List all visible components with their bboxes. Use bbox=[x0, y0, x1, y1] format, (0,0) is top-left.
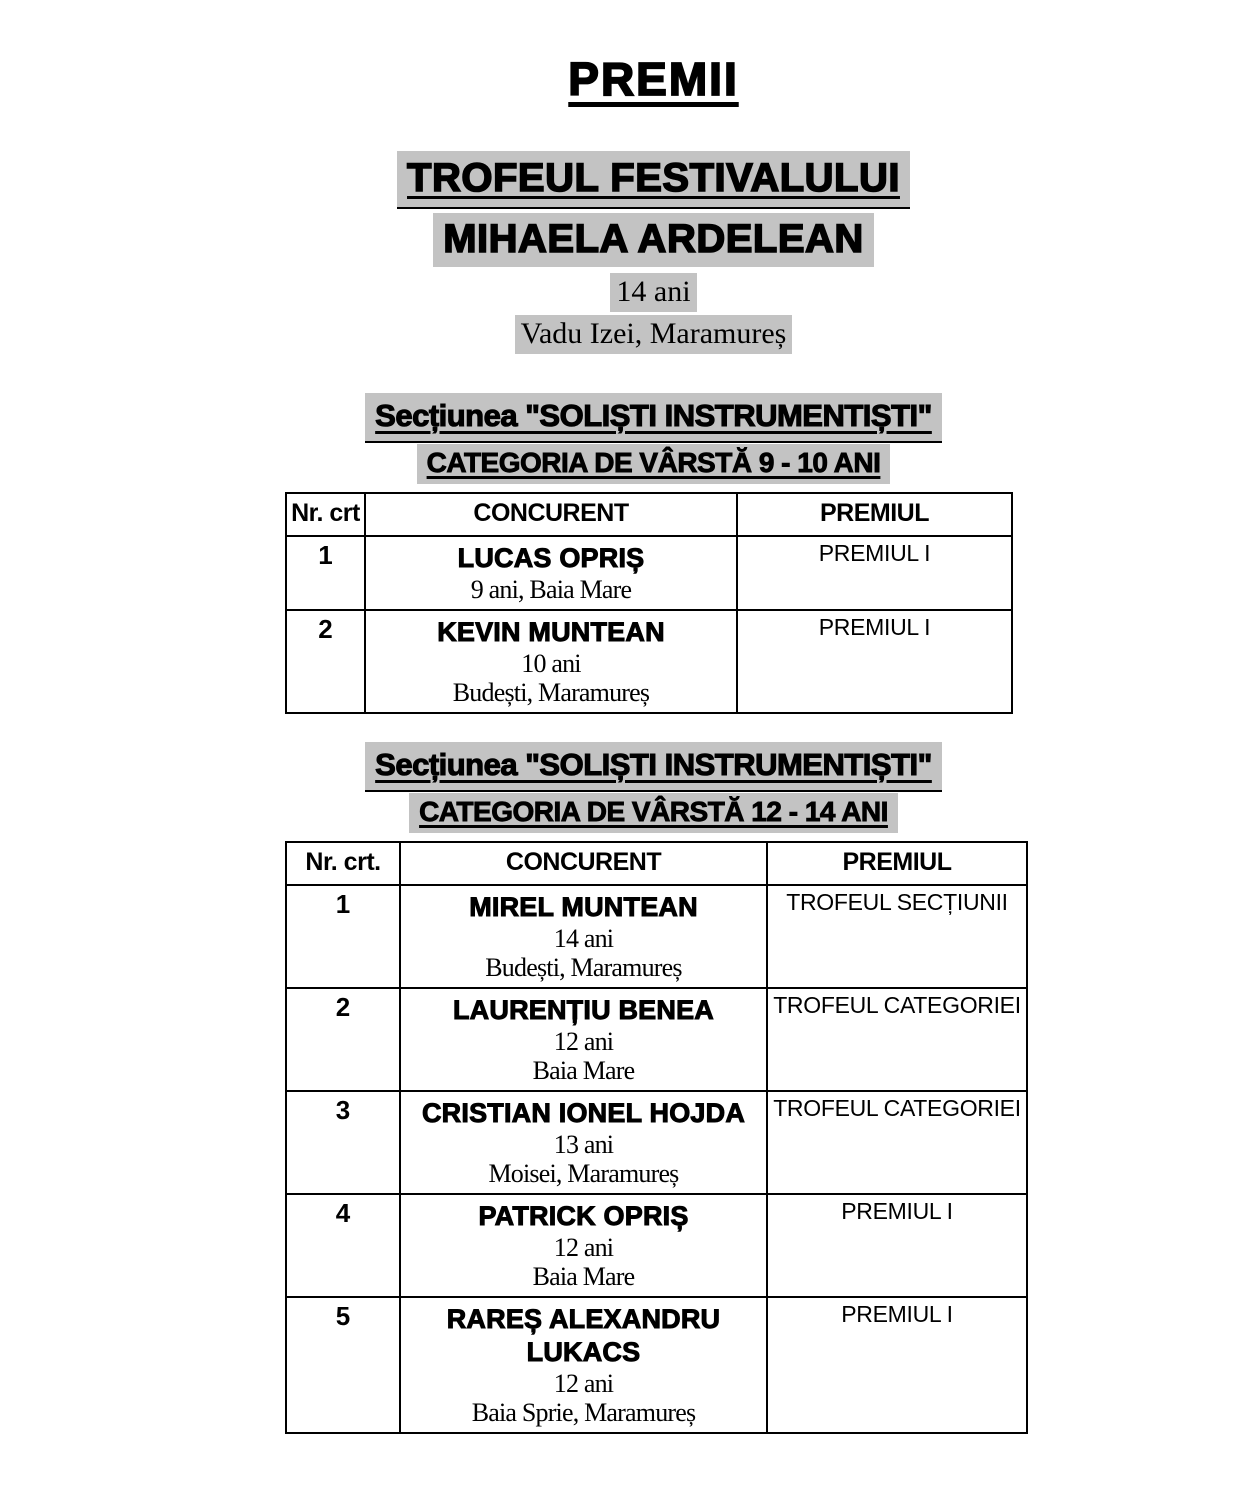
festival-trophy-age: 14 ani bbox=[610, 273, 696, 312]
column-header-nr: Nr. crt. bbox=[286, 842, 400, 885]
row-number: 1 bbox=[286, 885, 400, 988]
contestant-name: KEVIN MUNTEAN bbox=[437, 616, 665, 647]
festival-trophy-age-line bbox=[285, 273, 1022, 315]
festival-trophy-location: Vadu Izei, Maramureș bbox=[515, 315, 793, 354]
contestant-detail: Baia Mare bbox=[532, 1055, 635, 1085]
awards-table-head bbox=[286, 842, 1027, 885]
header-row bbox=[286, 842, 1027, 885]
page-title bbox=[285, 0, 1022, 105]
contestant-name: PATRICK OPRIȘ bbox=[478, 1200, 689, 1231]
section-heading: Secțiunea "SOLIȘTI INSTRUMENTIȘTI" bbox=[365, 742, 942, 792]
section-category: CATEGORIA DE VÂRSTĂ 12 - 14 ANI bbox=[409, 793, 898, 833]
column-header-premiul: PREMIUL bbox=[737, 493, 1012, 536]
prize-cell: TROFEUL CATEGORIEI bbox=[767, 1091, 1027, 1194]
festival-trophy-winner: MIHAELA ARDELEAN bbox=[433, 213, 874, 267]
section-category-line bbox=[285, 793, 1022, 835]
contestant-cell bbox=[400, 885, 767, 988]
table-row bbox=[286, 885, 1027, 988]
section-heading-line bbox=[285, 393, 1022, 444]
contestant-detail: Budești, Maramureș bbox=[485, 952, 682, 982]
contestant-name: CRISTIAN IONEL HOJDA bbox=[421, 1097, 746, 1128]
table-row bbox=[286, 988, 1027, 1091]
row-number: 2 bbox=[286, 610, 365, 713]
awards-table-body bbox=[286, 536, 1012, 713]
prize-cell: PREMIUL I bbox=[737, 536, 1012, 610]
header-row bbox=[286, 493, 1012, 536]
contestant-detail: 10 ani bbox=[521, 648, 581, 678]
awards-table-head bbox=[286, 493, 1012, 536]
festival-trophy-heading-line bbox=[285, 151, 1022, 213]
contestant-name: MIREL MUNTEAN bbox=[469, 891, 698, 922]
contestant-detail: Baia Sprie, Maramureș bbox=[471, 1397, 696, 1427]
contestant-detail: 14 ani bbox=[553, 923, 614, 953]
festival-trophy-location-line bbox=[285, 315, 1022, 357]
awards-table-body bbox=[286, 885, 1027, 1433]
table-row bbox=[286, 1297, 1027, 1433]
award-section bbox=[285, 393, 1022, 714]
contestant-detail: 13 ani bbox=[553, 1129, 614, 1159]
section-category: CATEGORIA DE VÂRSTĂ 9 - 10 ANI bbox=[417, 444, 891, 484]
prize-cell: PREMIUL I bbox=[767, 1297, 1027, 1433]
prize-cell: TROFEUL SECȚIUNII bbox=[767, 885, 1027, 988]
contestant-cell bbox=[365, 610, 737, 713]
contestant-detail: Budești, Maramureș bbox=[452, 677, 650, 707]
row-number: 5 bbox=[286, 1297, 400, 1433]
table-row bbox=[286, 1194, 1027, 1297]
festival-trophy-heading: TROFEUL FESTIVALULUI bbox=[397, 151, 910, 209]
contestant-detail: 12 ani bbox=[553, 1232, 614, 1262]
page-title-text: PREMII bbox=[568, 53, 739, 105]
contestant-name: LUCAS OPRIȘ bbox=[457, 542, 645, 573]
row-number: 4 bbox=[286, 1194, 400, 1297]
document-page bbox=[285, 0, 1022, 1434]
column-header-concurent: CONCURENT bbox=[400, 842, 767, 885]
contestant-detail: 12 ani bbox=[553, 1368, 614, 1398]
table-row bbox=[286, 610, 1012, 713]
sections-container bbox=[285, 393, 1022, 1434]
column-header-premiul: PREMIUL bbox=[767, 842, 1027, 885]
awards-table bbox=[285, 492, 1013, 714]
contestant-name: RAREȘ ALEXANDRU LUKACS bbox=[446, 1303, 721, 1367]
contestant-cell bbox=[400, 1297, 767, 1433]
festival-trophy-block bbox=[285, 151, 1022, 357]
row-number: 2 bbox=[286, 988, 400, 1091]
contestant-detail: Baia Mare bbox=[532, 1261, 635, 1291]
section-heading: Secțiunea "SOLIȘTI INSTRUMENTIȘTI" bbox=[365, 393, 942, 443]
table-row bbox=[286, 1091, 1027, 1194]
contestant-cell bbox=[400, 988, 767, 1091]
contestant-detail: Moisei, Maramureș bbox=[488, 1158, 679, 1188]
contestant-cell bbox=[400, 1194, 767, 1297]
section-heading-line bbox=[285, 742, 1022, 793]
contestant-cell bbox=[400, 1091, 767, 1194]
row-number: 3 bbox=[286, 1091, 400, 1194]
column-header-concurent: CONCURENT bbox=[365, 493, 737, 536]
contestant-cell bbox=[365, 536, 737, 610]
festival-trophy-winner-line bbox=[285, 213, 1022, 273]
prize-cell: TROFEUL CATEGORIEI bbox=[767, 988, 1027, 1091]
award-section bbox=[285, 742, 1022, 1434]
prize-cell: PREMIUL I bbox=[737, 610, 1012, 713]
column-header-nr: Nr. crt bbox=[286, 493, 365, 536]
row-number: 1 bbox=[286, 536, 365, 610]
table-row bbox=[286, 536, 1012, 610]
prize-cell: PREMIUL I bbox=[767, 1194, 1027, 1297]
awards-table bbox=[285, 841, 1028, 1434]
contestant-detail: 12 ani bbox=[553, 1026, 614, 1056]
contestant-detail: 9 ani, Baia Mare bbox=[470, 574, 632, 604]
section-category-line bbox=[285, 444, 1022, 486]
contestant-name: LAURENȚIU BENEA bbox=[452, 994, 714, 1025]
